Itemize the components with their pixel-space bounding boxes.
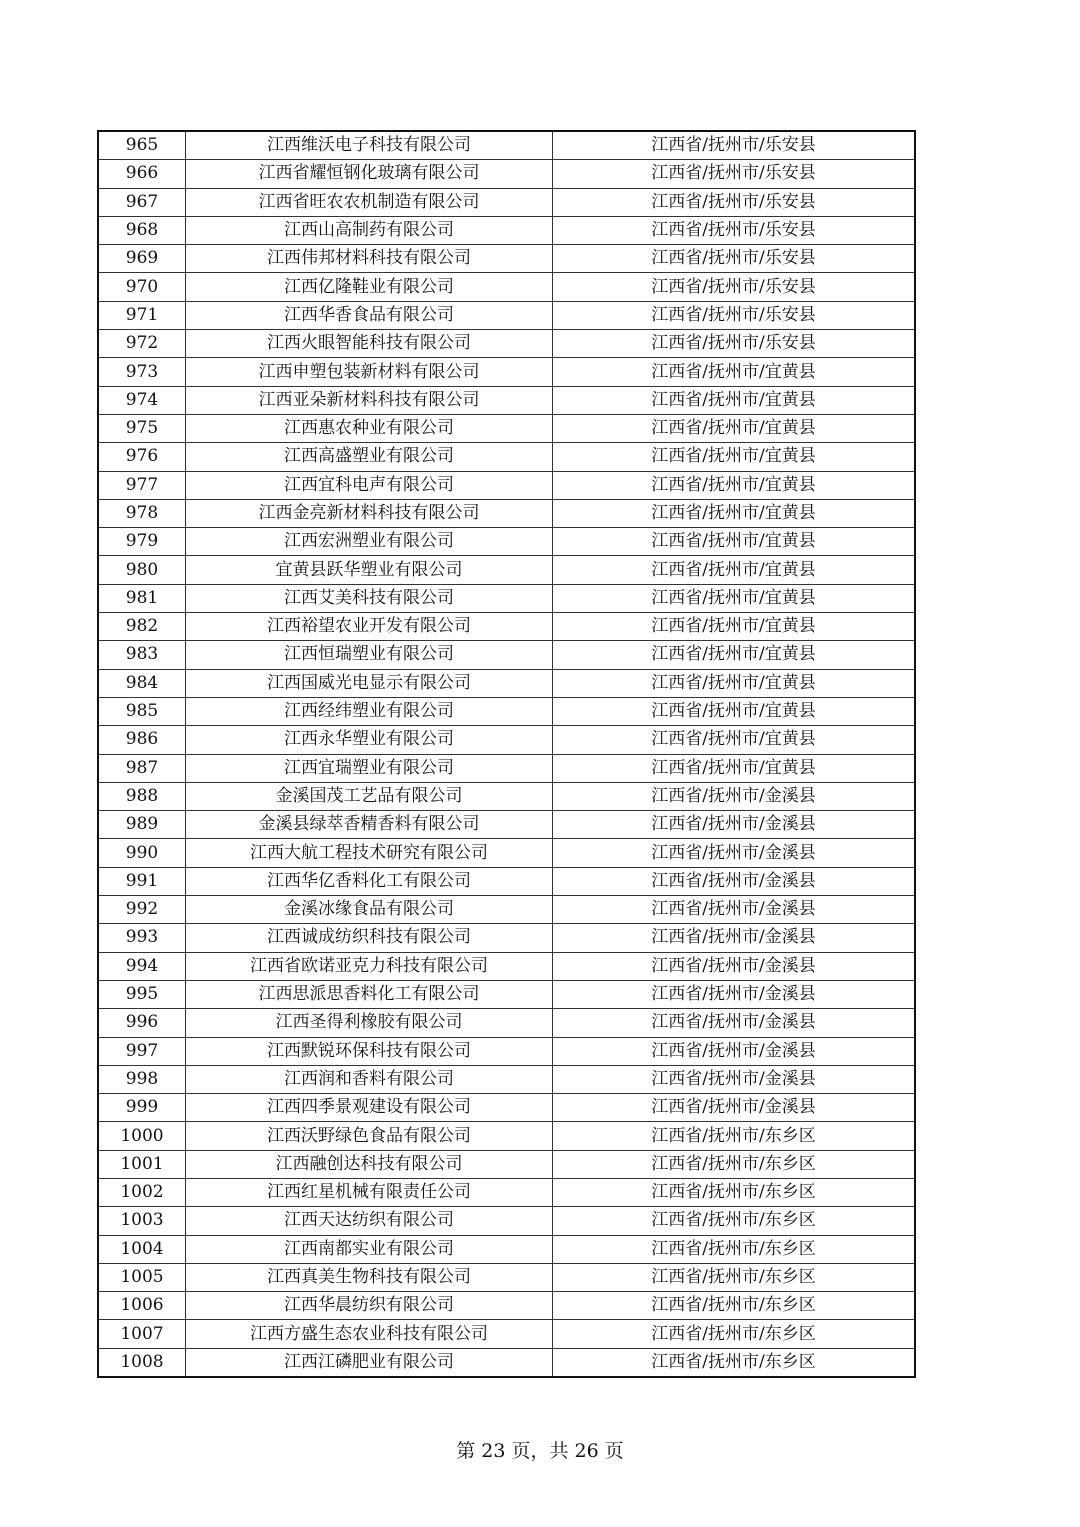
company-region: 江西省/抚州市/乐安县 (553, 245, 916, 273)
row-number: 998 (98, 1065, 186, 1093)
table-row (98, 1094, 915, 1122)
table-row (98, 1292, 915, 1320)
company-region: 江西省/抚州市/金溪县 (553, 980, 916, 1008)
row-number: 994 (98, 952, 186, 980)
company-name: 江西南都实业有限公司 (186, 1235, 553, 1263)
row-number: 968 (98, 216, 186, 244)
company-region: 江西省/抚州市/乐安县 (553, 301, 916, 329)
table-row (98, 1320, 915, 1348)
table-row (98, 499, 915, 527)
row-number: 983 (98, 641, 186, 669)
company-name: 金溪国茂工艺品有限公司 (186, 782, 553, 810)
table-row (98, 811, 915, 839)
table-row (98, 301, 915, 329)
table-row (98, 584, 915, 612)
company-name: 江西沃野绿色食品有限公司 (186, 1122, 553, 1150)
row-number: 967 (98, 188, 186, 216)
company-region: 江西省/抚州市/金溪县 (553, 1037, 916, 1065)
company-name: 江西永华塑业有限公司 (186, 726, 553, 754)
company-region: 江西省/抚州市/金溪县 (553, 1009, 916, 1037)
row-number: 989 (98, 811, 186, 839)
company-table-body (98, 131, 915, 1377)
row-number: 972 (98, 330, 186, 358)
row-number: 996 (98, 1009, 186, 1037)
row-number: 982 (98, 613, 186, 641)
table-row (98, 528, 915, 556)
company-name: 江西江磷肥业有限公司 (186, 1348, 553, 1377)
company-name: 江西宜科电声有限公司 (186, 471, 553, 499)
company-name: 江西维沃电子科技有限公司 (186, 131, 553, 160)
company-region: 江西省/抚州市/东乡区 (553, 1235, 916, 1263)
company-region: 江西省/抚州市/乐安县 (553, 216, 916, 244)
table-row (98, 273, 915, 301)
company-name: 江西火眼智能科技有限公司 (186, 330, 553, 358)
company-region: 江西省/抚州市/宜黄县 (553, 443, 916, 471)
company-region: 江西省/抚州市/乐安县 (553, 160, 916, 188)
table-row (98, 1122, 915, 1150)
company-name: 江西伟邦材料科技有限公司 (186, 245, 553, 273)
table-row (98, 216, 915, 244)
table-row (98, 1263, 915, 1291)
table-row (98, 131, 915, 160)
company-region: 江西省/抚州市/东乡区 (553, 1263, 916, 1291)
row-number: 987 (98, 754, 186, 782)
row-number: 1000 (98, 1122, 186, 1150)
table-row (98, 697, 915, 725)
row-number: 995 (98, 980, 186, 1008)
row-number: 981 (98, 584, 186, 612)
company-region: 江西省/抚州市/金溪县 (553, 867, 916, 895)
company-name: 江西红星机械有限责任公司 (186, 1178, 553, 1206)
page-footer: 第 23 页，共 26 页 (456, 1440, 624, 1462)
table-row (98, 160, 915, 188)
company-region: 江西省/抚州市/金溪县 (553, 1094, 916, 1122)
row-number: 974 (98, 386, 186, 414)
company-table (97, 130, 916, 1378)
company-region: 江西省/抚州市/宜黄县 (553, 754, 916, 782)
company-name: 江西省耀恒钢化玻璃有限公司 (186, 160, 553, 188)
company-region: 江西省/抚州市/东乡区 (553, 1348, 916, 1377)
table-row (98, 414, 915, 442)
company-name: 宜黄县跃华塑业有限公司 (186, 556, 553, 584)
company-region: 江西省/抚州市/东乡区 (553, 1122, 916, 1150)
company-name: 江西申塑包装新材料有限公司 (186, 358, 553, 386)
company-name: 江西高盛塑业有限公司 (186, 443, 553, 471)
company-region: 江西省/抚州市/宜黄县 (553, 556, 916, 584)
company-name: 江西省欧诺亚克力科技有限公司 (186, 952, 553, 980)
company-name: 江西方盛生态农业科技有限公司 (186, 1320, 553, 1348)
company-name: 江西山高制药有限公司 (186, 216, 553, 244)
company-name: 江西真美生物科技有限公司 (186, 1263, 553, 1291)
company-region: 江西省/抚州市/东乡区 (553, 1320, 916, 1348)
company-name: 江西润和香料有限公司 (186, 1065, 553, 1093)
company-region: 江西省/抚州市/宜黄县 (553, 414, 916, 442)
company-name: 金溪冰缘食品有限公司 (186, 896, 553, 924)
company-name: 江西融创达科技有限公司 (186, 1150, 553, 1178)
table-row (98, 1235, 915, 1263)
row-number: 991 (98, 867, 186, 895)
table-row (98, 641, 915, 669)
table-row (98, 1009, 915, 1037)
table-row (98, 471, 915, 499)
company-name: 江西金亮新材料科技有限公司 (186, 499, 553, 527)
row-number: 969 (98, 245, 186, 273)
table-row (98, 1348, 915, 1377)
company-region: 江西省/抚州市/宜黄县 (553, 386, 916, 414)
table-row (98, 839, 915, 867)
company-region: 江西省/抚州市/金溪县 (553, 839, 916, 867)
table-row (98, 443, 915, 471)
company-name: 江西宏洲塑业有限公司 (186, 528, 553, 556)
company-name: 江西亚朵新材料科技有限公司 (186, 386, 553, 414)
company-name: 江西华亿香料化工有限公司 (186, 867, 553, 895)
company-region: 江西省/抚州市/乐安县 (553, 330, 916, 358)
table-row (98, 782, 915, 810)
company-name: 江西默锐环保科技有限公司 (186, 1037, 553, 1065)
table-row (98, 924, 915, 952)
company-region: 江西省/抚州市/宜黄县 (553, 613, 916, 641)
table-row (98, 1065, 915, 1093)
company-name: 江西惠农种业有限公司 (186, 414, 553, 442)
row-number: 976 (98, 443, 186, 471)
company-region: 江西省/抚州市/宜黄县 (553, 584, 916, 612)
company-name: 江西华晨纺织有限公司 (186, 1292, 553, 1320)
row-number: 1007 (98, 1320, 186, 1348)
row-number: 971 (98, 301, 186, 329)
row-number: 997 (98, 1037, 186, 1065)
company-name: 江西天达纺织有限公司 (186, 1207, 553, 1235)
row-number: 980 (98, 556, 186, 584)
row-number: 977 (98, 471, 186, 499)
table-row (98, 1207, 915, 1235)
company-region: 江西省/抚州市/东乡区 (553, 1292, 916, 1320)
company-name: 江西思派思香料化工有限公司 (186, 980, 553, 1008)
company-region: 江西省/抚州市/金溪县 (553, 952, 916, 980)
company-region: 江西省/抚州市/乐安县 (553, 273, 916, 301)
company-name: 江西四季景观建设有限公司 (186, 1094, 553, 1122)
table-row (98, 1178, 915, 1206)
table-row (98, 867, 915, 895)
row-number: 990 (98, 839, 186, 867)
company-region: 江西省/抚州市/宜黄县 (553, 641, 916, 669)
row-number: 1003 (98, 1207, 186, 1235)
company-region: 江西省/抚州市/乐安县 (553, 188, 916, 216)
table-row (98, 980, 915, 1008)
row-number: 986 (98, 726, 186, 754)
company-name: 江西华香食品有限公司 (186, 301, 553, 329)
company-name: 江西圣得利橡胶有限公司 (186, 1009, 553, 1037)
table-row (98, 952, 915, 980)
table-row (98, 613, 915, 641)
table-row (98, 726, 915, 754)
company-name: 江西宜瑞塑业有限公司 (186, 754, 553, 782)
company-region: 江西省/抚州市/金溪县 (553, 811, 916, 839)
company-region: 江西省/抚州市/宜黄县 (553, 358, 916, 386)
company-name: 江西大航工程技术研究有限公司 (186, 839, 553, 867)
row-number: 979 (98, 528, 186, 556)
row-number: 1006 (98, 1292, 186, 1320)
company-name: 江西亿隆鞋业有限公司 (186, 273, 553, 301)
company-region: 江西省/抚州市/东乡区 (553, 1178, 916, 1206)
row-number: 984 (98, 669, 186, 697)
company-name: 江西国威光电显示有限公司 (186, 669, 553, 697)
company-name: 江西诚成纺织科技有限公司 (186, 924, 553, 952)
company-region: 江西省/抚州市/东乡区 (553, 1150, 916, 1178)
company-name: 江西恒瑞塑业有限公司 (186, 641, 553, 669)
table-row (98, 896, 915, 924)
company-region: 江西省/抚州市/宜黄县 (553, 471, 916, 499)
table-row (98, 386, 915, 414)
table-row (98, 188, 915, 216)
table-row (98, 358, 915, 386)
company-region: 江西省/抚州市/宜黄县 (553, 726, 916, 754)
table-row (98, 754, 915, 782)
row-number: 973 (98, 358, 186, 386)
row-number: 988 (98, 782, 186, 810)
company-name: 江西经纬塑业有限公司 (186, 697, 553, 725)
company-region: 江西省/抚州市/乐安县 (553, 131, 916, 160)
table-row (98, 1037, 915, 1065)
row-number: 1008 (98, 1348, 186, 1377)
company-region: 江西省/抚州市/金溪县 (553, 1065, 916, 1093)
table-row (98, 1150, 915, 1178)
row-number: 975 (98, 414, 186, 442)
row-number: 965 (98, 131, 186, 160)
row-number: 999 (98, 1094, 186, 1122)
row-number: 1005 (98, 1263, 186, 1291)
company-name: 金溪县绿萃香精香料有限公司 (186, 811, 553, 839)
company-region: 江西省/抚州市/金溪县 (553, 896, 916, 924)
table-row (98, 669, 915, 697)
row-number: 1004 (98, 1235, 186, 1263)
row-number: 978 (98, 499, 186, 527)
company-region: 江西省/抚州市/金溪县 (553, 782, 916, 810)
company-region: 江西省/抚州市/金溪县 (553, 924, 916, 952)
table-row (98, 330, 915, 358)
table-row (98, 556, 915, 584)
row-number: 966 (98, 160, 186, 188)
company-region: 江西省/抚州市/宜黄县 (553, 528, 916, 556)
company-name: 江西艾美科技有限公司 (186, 584, 553, 612)
table-row (98, 245, 915, 273)
company-region: 江西省/抚州市/东乡区 (553, 1207, 916, 1235)
company-name: 江西省旺农农机制造有限公司 (186, 188, 553, 216)
row-number: 1001 (98, 1150, 186, 1178)
row-number: 1002 (98, 1178, 186, 1206)
row-number: 985 (98, 697, 186, 725)
company-name: 江西裕望农业开发有限公司 (186, 613, 553, 641)
row-number: 993 (98, 924, 186, 952)
row-number: 970 (98, 273, 186, 301)
company-region: 江西省/抚州市/宜黄县 (553, 499, 916, 527)
company-region: 江西省/抚州市/宜黄县 (553, 669, 916, 697)
company-region: 江西省/抚州市/宜黄县 (553, 697, 916, 725)
row-number: 992 (98, 896, 186, 924)
